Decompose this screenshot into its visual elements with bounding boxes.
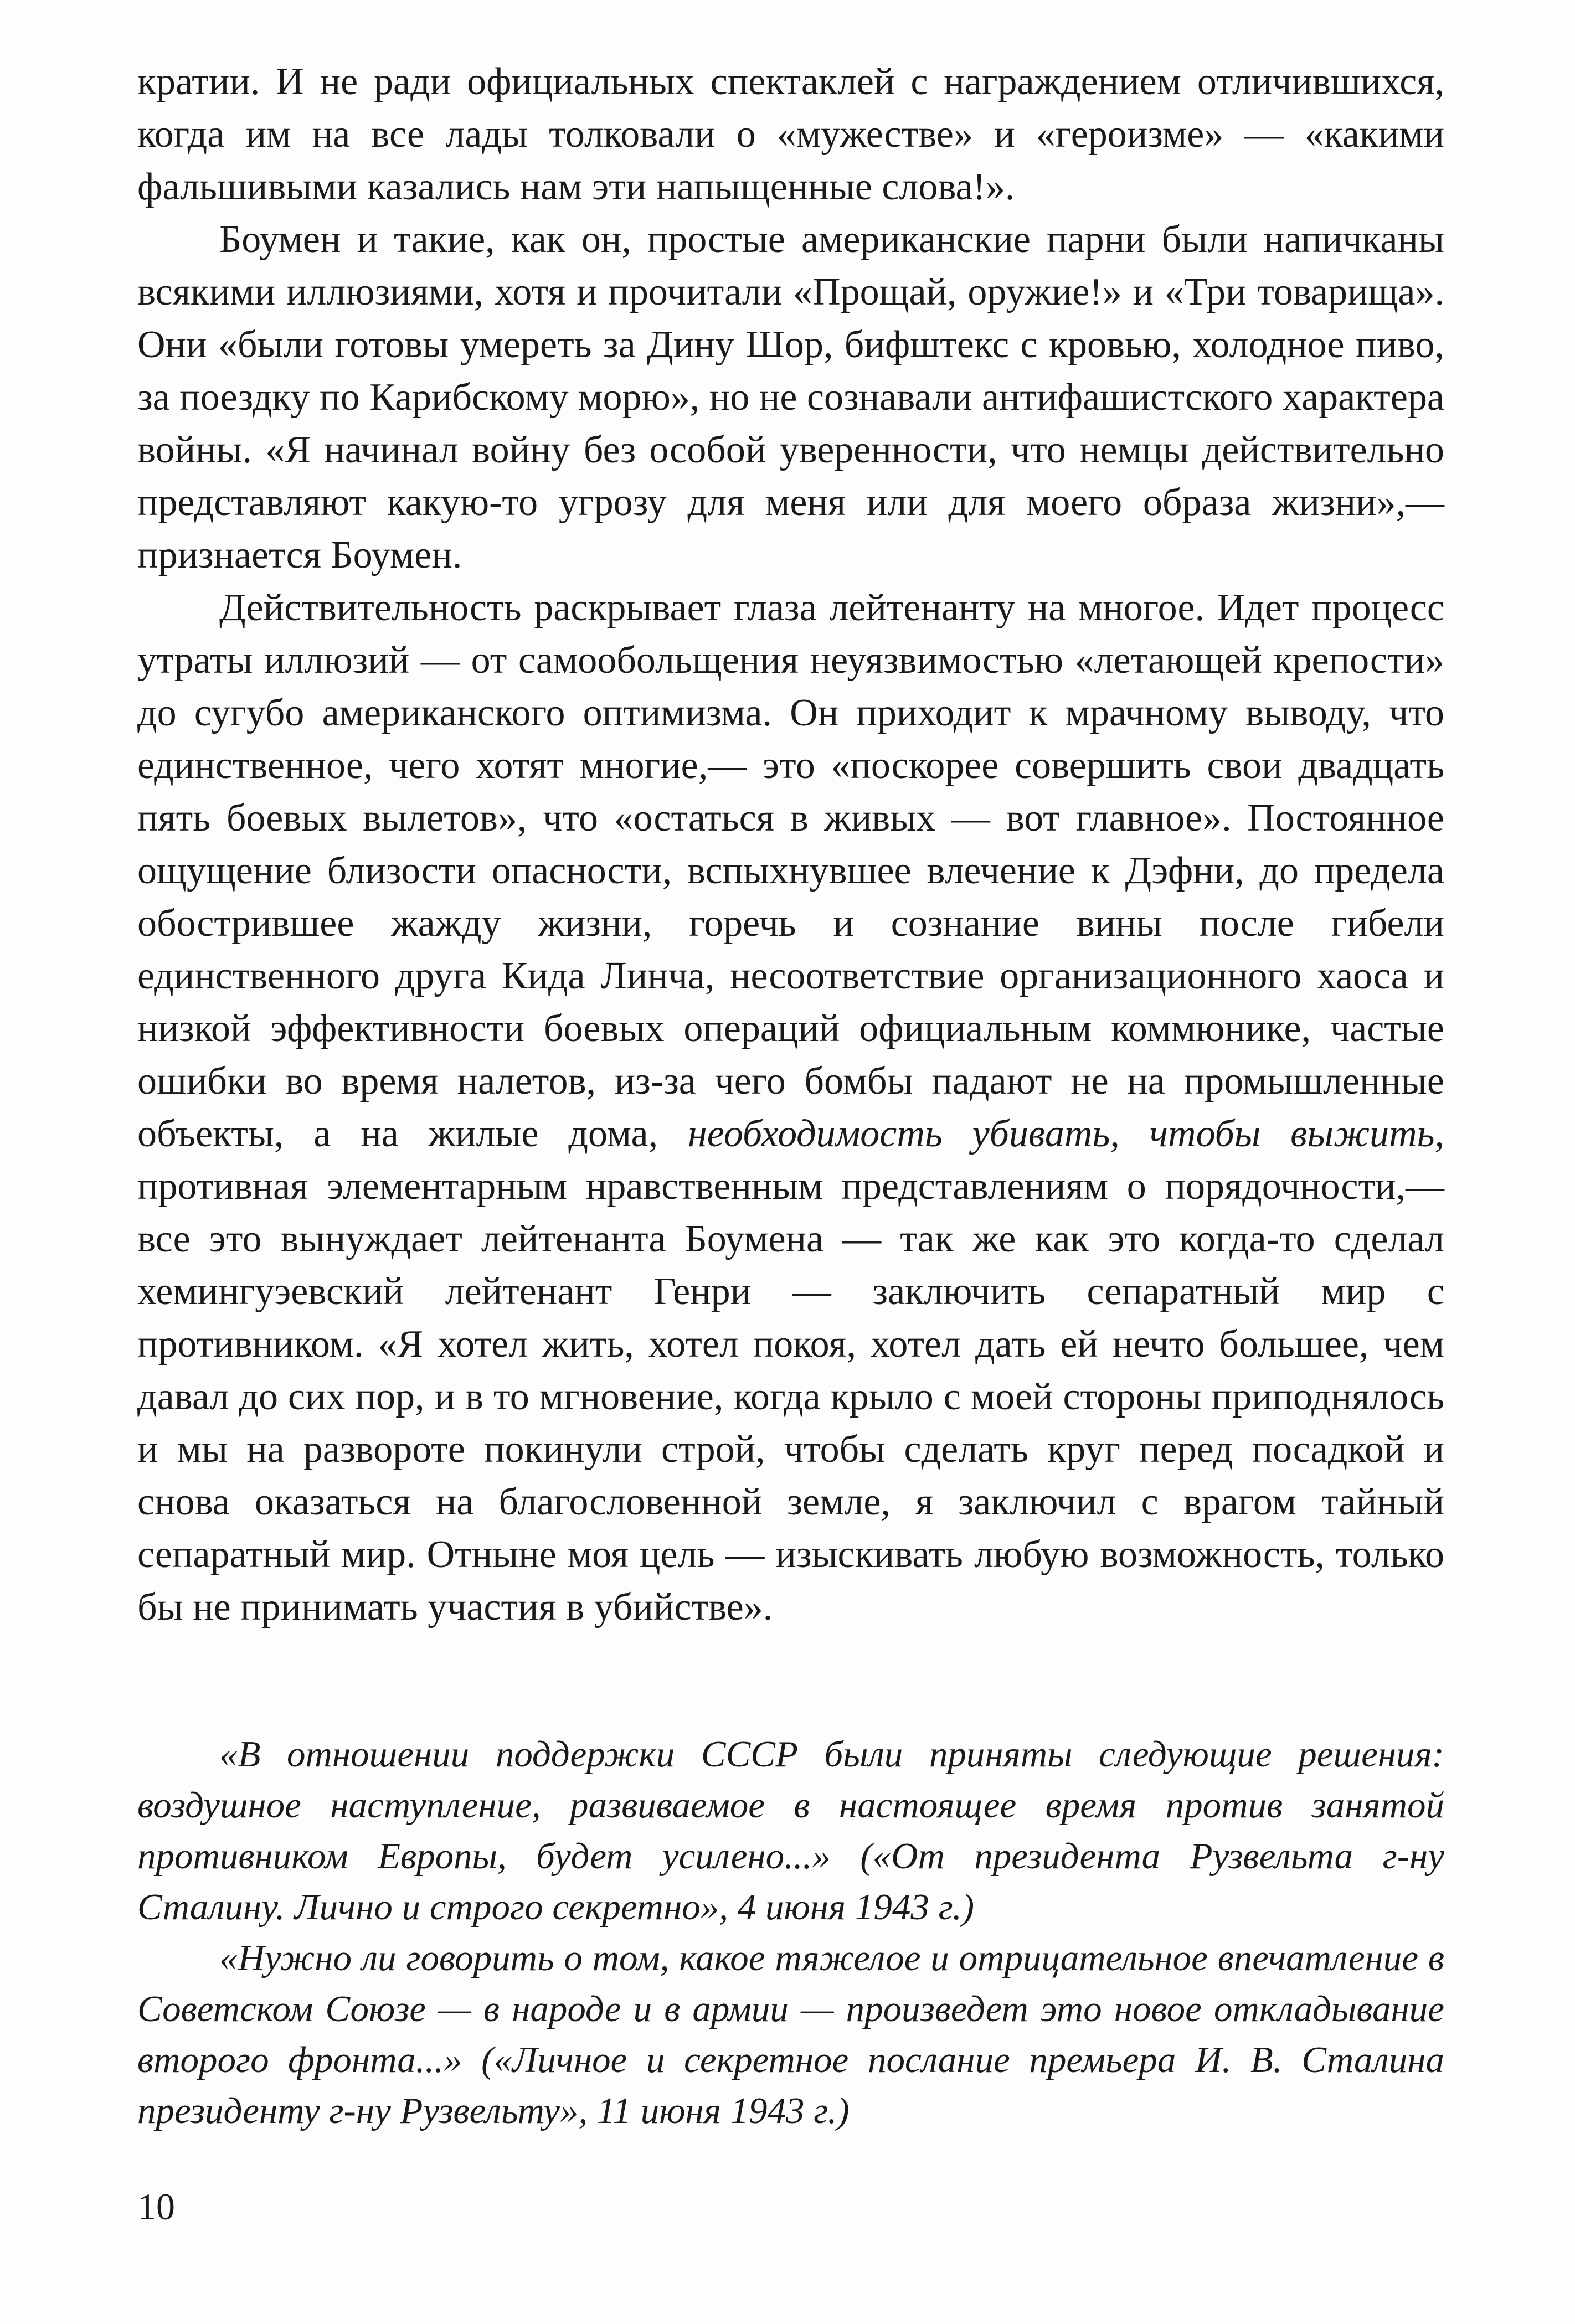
paragraph-2: Боумен и такие, как он, простые американские парни были напичканы всякими иллюзиями, хотя и прочитали «Прощай, оружие!» и «Три товарища». Они «были готовы умереть за Дину Шор, бифштекс с кровью, холодное пиво, за поездку по Карибскому морю», но не сознавали антифашистского характера войны. «Я начинал войну без особой уверенности, что немцы действительно представляют какую-то угрозу для меня или для моего образа жизни»,— признается Боумен. (137, 218, 1444, 576)
paragraph-3-emphasis: необходимость убивать, чтобы выжить, (688, 1112, 1444, 1155)
paragraph-3-text-start: Действительность раскрывает глаза лейтенанту на многое. Идет процесс утраты иллюзий — от самообольщения неуязвимостью «летающей крепости» до сугубо американского оптимизма. Он приходит к мрачному выводу, что единственное, чего хотят многие,— это «поскорее совершить свои двадцать пять боевых вылетов», что «остаться в живых — вот главное». Постоянное ощущение близости опасности, вспыхнувшее влечение к Дэфни, до предела обострившее жажду жизни, горечь и сознание вины после гибели единственного друга Кида Линча, несоответствие организационного хаоса и низкой эффективности боевых операций официальным коммюнике, частые ошибки во время налетов, из-за чего бомбы падают не на промышленные объекты, а на жилые дома, (137, 586, 1444, 1155)
paragraph-1: кратии. И не ради официальных спектаклей с награждением отличившихся, когда им на все лады толковали о «мужестве» и «героизме» — «какими фальшивыми казались нам эти напыщенные слова!». (137, 60, 1444, 208)
paragraph-3 (137, 581, 1444, 1634)
quote-roosevelt: «В отношении поддержки СССР были приняты следующие решения: воздушное наступление, развиваемое в настоящее время против занятой противником Европы, будет усилено...» («От президента Рузвельта г-ну Сталину. Лично и строго секретно», 4 июня 1943 г.) (137, 1734, 1444, 1928)
quote-stalin: «Нужно ли говорить о том, какое тяжелое и отрицательное впечатление в Советском Союзе — в народе и в армии — произведет это новое откладывание второго фронта...» («Личное и секретное послание премьера И. В. Сталина президенту г-ну Рузвельту», 11 июня 1943 г.) (137, 1937, 1444, 2131)
body-text (137, 55, 1444, 1634)
page-number: 10 (137, 2186, 175, 2228)
quotations (137, 1729, 1444, 2136)
paragraph-3-text-end: противная элементарным нравственным представлениям о порядочности,— все это вынуждает лейтенанта Боумена — так же как это когда-то сделал хемингуэевский лейтенант Генри — заключить сепаратный мир с противником. «Я хотел жить, хотел покоя, хотел дать ей нечто большее, чем давал до сих пор, и в то мгновение, когда крыло с моей стороны приподнялось и мы на развороте покинули строй, чтобы сделать круг перед посадкой и снова оказаться на благословенной земле, я заключил с врагом тайный сепаратный мир. Отныне моя цель — изыскивать любую возможность, только бы не принимать участия в убийстве». (137, 1165, 1444, 1629)
